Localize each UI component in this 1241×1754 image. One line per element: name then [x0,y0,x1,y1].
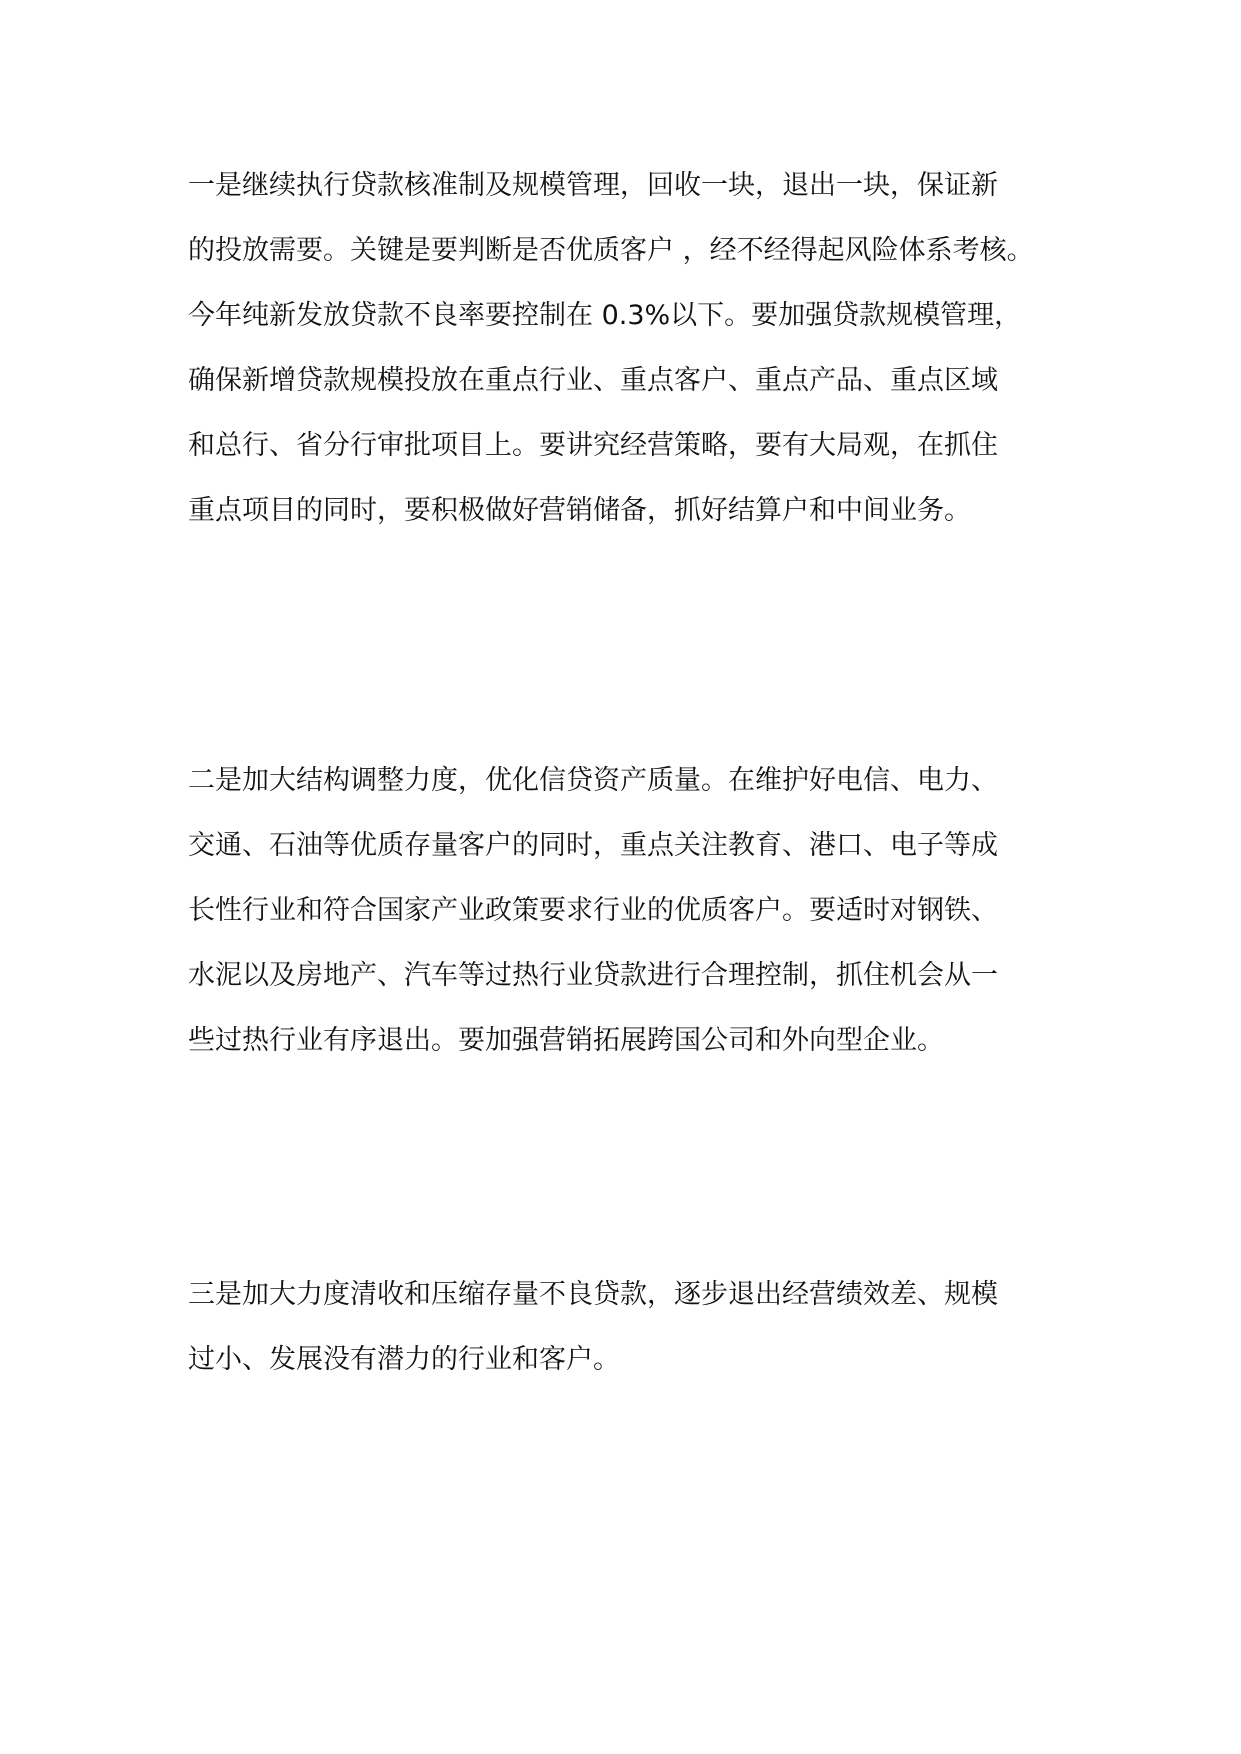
paragraph-line: 今年纯新发放贷款不良率要控制在 0.3%以下。要加强贷款规模管理， [188,300,1022,331]
paragraph-2 [188,748,1088,1073]
paragraph-line: 些过热行业有序退出。要加强营销拓展跨国公司和外向型企业。 [188,1025,944,1056]
paragraph-line: 一是继续执行贷款核准制及规模管理，回收一块，退出一块，保证新 [188,170,998,201]
paragraph-line: 交通、石油等优质存量客户的同时，重点关注教育、港口、电子等成 [188,830,998,861]
paragraph-line: 水泥以及房地产、汽车等过热行业贷款进行合理控制，抓住机会从一 [188,960,998,991]
paragraph-1 [188,153,1088,543]
paragraph-line: 的投放需要。关键是要判断是否优质客户 ，经不经得起风险体系考核。 [188,235,1034,266]
paragraph-line: 二是加大结构调整力度，优化信贷资产质量。在维护好电信、电力、 [188,765,998,796]
paragraph-line: 重点项目的同时，要积极做好营销储备，抓好结算户和中间业务。 [188,495,971,526]
paragraph-line: 长性行业和符合国家产业政策要求行业的优质客户。要适时对钢铁、 [188,895,998,926]
paragraph-3 [188,1262,1088,1392]
paragraph-line: 三是加大力度清收和压缩存量不良贷款，逐步退出经营绩效差、规模 [188,1279,998,1310]
paragraph-line: 和总行、省分行审批项目上。要讲究经营策略，要有大局观，在抓住 [188,430,998,461]
paragraph-line: 确保新增贷款规模投放在重点行业、重点客户、重点产品、重点区域 [188,365,998,396]
paragraph-line: 过小、发展没有潜力的行业和客户。 [188,1344,620,1375]
